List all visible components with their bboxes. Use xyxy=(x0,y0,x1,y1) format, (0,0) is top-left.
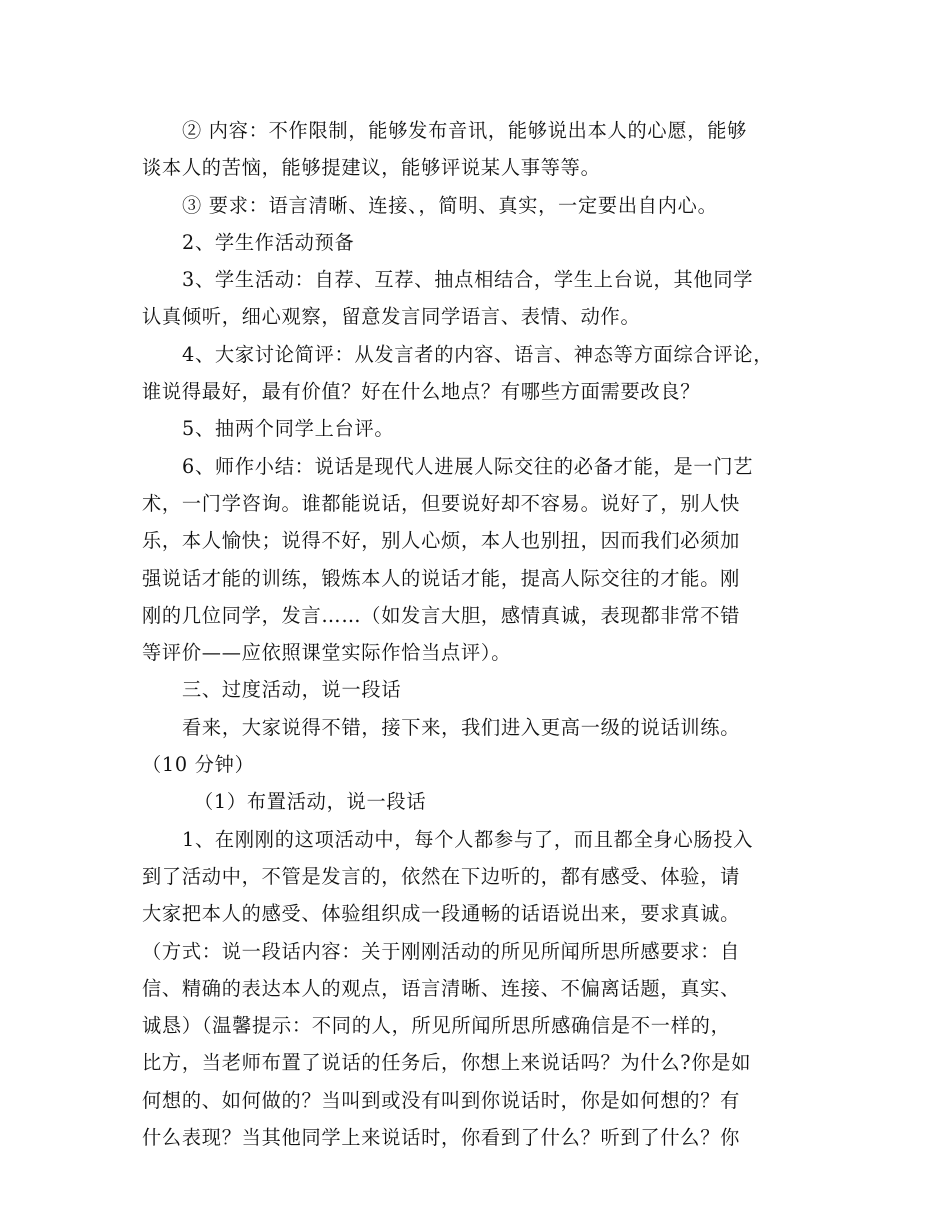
subsection-heading: （1）布置活动，说一段话 xyxy=(194,790,427,814)
text-line: 6、师作小结：说话是现代人进展人际交往的必备才能，是一门艺 xyxy=(182,454,754,478)
text-line: ③ 要求：语言清晰、连接、，简明、真实，一定要出自内心。 xyxy=(182,193,718,217)
text-line: 到了活动中，不管是发言的，依然在下边听的，都有感受、体验，请 xyxy=(142,864,741,888)
text-line: 刚的几位同学，发言……（如发言大胆，感情真诚，表现都非常不错 xyxy=(142,603,741,627)
document-body xyxy=(142,112,818,1156)
section-heading: 三、过度活动，说一段话 xyxy=(182,678,402,702)
text-line: （10 分钟） xyxy=(142,753,255,777)
text-line: 诚恳）（温馨提示：不同的人，所见所闻所思所感确信是不一样的， xyxy=(142,1014,731,1038)
text-line: 信、精确的表达本人的观点，语言清晰、连接、不偏离话题，真实、 xyxy=(142,976,741,1000)
text-line: 强说话才能的训练，锻炼本人的说话才能，提高人际交往的才能。刚 xyxy=(142,566,741,590)
text-line: 看来，大家说得不错，接下来，我们进入更高一级的说话训练。 xyxy=(182,715,741,739)
text-line: （方式：说一段话内容：关于刚刚活动的所见所闻所思所感要求：自 xyxy=(142,939,741,963)
text-line: 术，一门学咨询。谁都能说话，但要说好却不容易。说好了，别人快 xyxy=(142,491,741,515)
text-line: 2、学生作活动预备 xyxy=(182,230,355,254)
text-line: 大家把本人的感受、体验组织成一段通畅的话语说出来，要求真诚。 xyxy=(142,902,741,926)
text-line: 何想的、如何做的？当叫到或没有叫到你说话时，你是如何想的？有 xyxy=(142,1088,741,1112)
text-line: ② 内容：不作限制，能够发布音讯，能够说出本人的心愿，能够 xyxy=(182,119,748,142)
text-line: 认真倾听，细心观察，留意发言同学语言、表情、动作。 xyxy=(142,305,641,329)
text-line: 3、学生活动：自荐、互荐、抽点相结合，学生上台说，其他同学 xyxy=(182,268,754,292)
text-line: 1、在刚刚的这项活动中，每个人都参与了，而且都全身心肠投入 xyxy=(182,827,754,851)
text-line: 等评价——应依照课堂实际作恰当点评）。 xyxy=(142,641,512,665)
text-line: 乐，本人愉快；说得不好，别人心烦，本人也别扭，因而我们必须加 xyxy=(142,529,741,553)
text-line: 什么表现？当其他同学上来说话时，你看到了什么？听到了什么？你 xyxy=(142,1126,741,1150)
text-line: 谁说得最好，最有价值？好在什么地点？有哪些方面需要改良？ xyxy=(142,380,701,404)
text-line: 5、抽两个同学上台评。 xyxy=(182,417,395,441)
text-line: 4、大家讨论简评：从发言者的内容、语言、神态等方面综合评论， xyxy=(182,342,774,366)
text-line: 谈本人的苦恼，能够提建议，能够评说某人事等等。 xyxy=(142,156,601,180)
text-line: 比方，当老师布置了说话的任务后，你想上来说话吗？为什么?你是如 xyxy=(142,1051,752,1075)
